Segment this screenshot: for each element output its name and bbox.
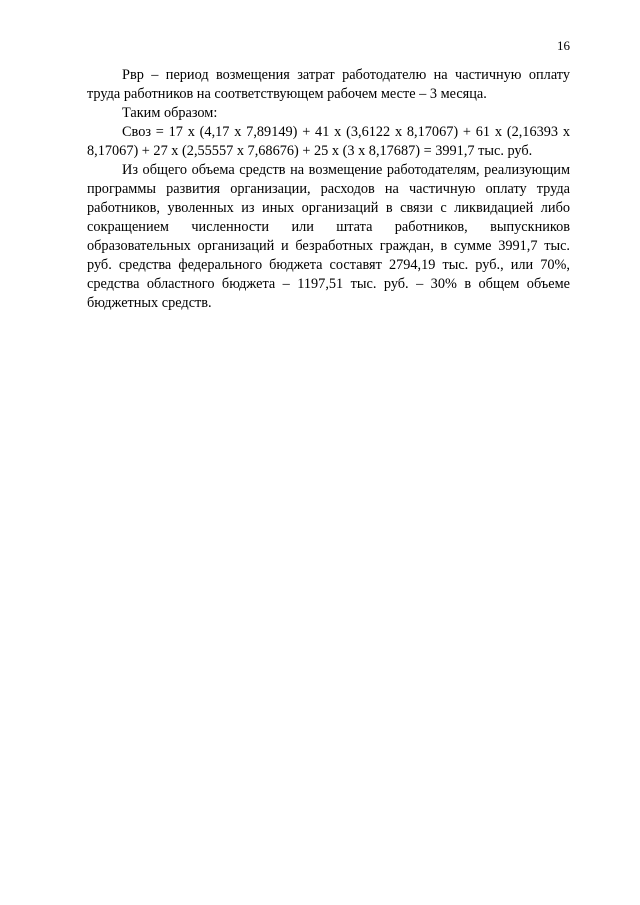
paragraph-formula: Своз = 17 х (4,17 х 7,89149) + 41 х (3,6122 х 8,17067) + 61 х (2,16393 х 8,17067) + 27 х (2,55557 х 7,68676) + 25 х (3 х 8,17687) = 3991,7 тыс. руб. — [87, 124, 570, 159]
paragraph-budget-split: Из общего объема средств на возмещение работодателям, реализующим программы развития организации, расходов на частичную оплату труда работников, уволенных из иных организаций в связи с ликвидацией либо сокращением численности или штата работников, выпускников образовательных организаций и безработных граждан, в сумме 3991,7 тыс. руб. средства федерального бюджета составят 2794,19 тыс. руб., или 70%, средства областного бюджета – 1197,51 тыс. руб. – 30% в общем объеме бюджетных средств. — [87, 162, 570, 311]
paragraph-thus: Таким образом: — [122, 105, 218, 121]
document-body — [87, 66, 570, 313]
page-number: 16 — [557, 38, 570, 53]
paragraph-period-definition: Рвр – период возмещения затрат работодателю на частичную оплату труда работников на соответствующем рабочем месте – 3 месяца. — [87, 67, 570, 102]
